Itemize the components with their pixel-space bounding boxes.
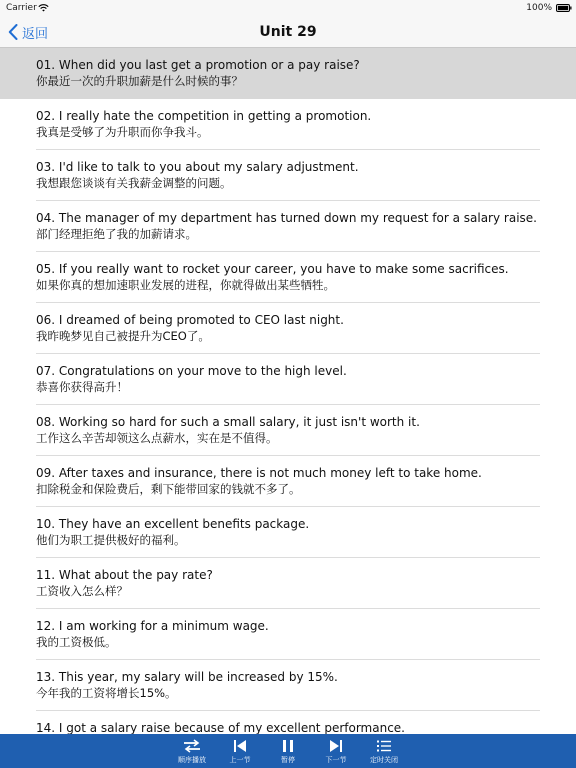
- english-sentence: 12. I am working for a minimum wage.: [36, 619, 269, 633]
- list-item[interactable]: [0, 609, 576, 660]
- list-item[interactable]: [0, 303, 576, 354]
- list-item[interactable]: [0, 48, 576, 99]
- chinese-translation: 恭喜你获得高升！: [36, 380, 128, 394]
- chinese-translation: 我的工资极低。: [36, 635, 117, 649]
- skip-next-icon: [327, 739, 345, 753]
- chinese-translation: 工作这么辛苦却领这么点薪水，实在是不值得。: [36, 431, 278, 445]
- skip-previous-icon: [231, 739, 249, 753]
- order-play-label: 顺序播放: [178, 756, 206, 764]
- list-item[interactable]: [0, 405, 576, 456]
- previous-section-label: 上一节: [229, 756, 251, 764]
- status-bar: [0, 0, 576, 16]
- english-sentence: 02. I really hate the competition in getting a promotion.: [36, 109, 372, 123]
- back-label: 返回: [22, 26, 49, 42]
- english-sentence: 06. I dreamed of being promoted to CEO last night.: [36, 313, 344, 327]
- navigation-bar: [0, 16, 576, 48]
- chinese-translation: 如果你真的想加速职业发展的进程，你就得做出某些牺牲。: [36, 278, 335, 292]
- chinese-translation: 他们为职工提供极好的福利。: [36, 533, 186, 547]
- chinese-translation: 我想跟您谈谈有关我薪金调整的问题。: [36, 176, 232, 190]
- english-sentence: 04. The manager of my department has turned down my request for a salary raise.: [36, 211, 537, 225]
- english-sentence: 03. I'd like to talk to you about my salary adjustment.: [36, 160, 359, 174]
- english-sentence: 14. I got a salary raise because of my excellent performance.: [36, 721, 405, 734]
- next-section-label: 下一节: [325, 756, 347, 764]
- english-sentence: 08. Working so hard for such a small salary, it just isn't worth it.: [36, 415, 420, 429]
- timer-off-button[interactable]: [356, 734, 412, 768]
- list-item[interactable]: [0, 711, 576, 734]
- list-timer-icon: [375, 739, 393, 753]
- chinese-translation: 我昨晚梦见自己被提升为CEO了。: [36, 329, 210, 343]
- chinese-translation: 我真是受够了为升职而你争我斗。: [36, 125, 209, 139]
- carrier-label: Carrier: [6, 3, 37, 13]
- english-sentence: 13. This year, my salary will be increased by 15%.: [36, 670, 338, 684]
- list-item[interactable]: [0, 354, 576, 405]
- battery-percentage: 100%: [526, 3, 552, 13]
- list-item[interactable]: [0, 252, 576, 303]
- timer-off-label: 定时关闭: [370, 756, 398, 764]
- chinese-translation: 部门经理拒绝了我的加薪请求。: [36, 227, 197, 241]
- list-item[interactable]: [0, 507, 576, 558]
- playback-toolbar: [0, 734, 576, 768]
- english-sentence: 11. What about the pay rate?: [36, 568, 213, 582]
- shuffle-order-icon: [183, 739, 201, 753]
- list-item[interactable]: [0, 558, 576, 609]
- english-sentence: 07. Congratulations on your move to the high level.: [36, 364, 347, 378]
- list-item[interactable]: [0, 99, 576, 150]
- battery-icon: [556, 4, 572, 12]
- wifi-icon: [38, 3, 49, 12]
- list-item[interactable]: [0, 456, 576, 507]
- chinese-translation: 今年我的工资将增长15%。: [36, 686, 177, 700]
- list-item[interactable]: [0, 660, 576, 711]
- english-sentence: 01. When did you last get a promotion or a pay raise?: [36, 58, 360, 72]
- pause-icon: [279, 739, 297, 753]
- chinese-translation: 你最近一次的升职加薪是什么时候的事？: [36, 74, 243, 88]
- page-title: Unit 29: [259, 24, 317, 40]
- english-sentence: 05. If you really want to rocket your career, you have to make some sacrifices.: [36, 262, 509, 276]
- chinese-translation: 扣除税金和保险费后，剩下能带回家的钱就不多了。: [36, 482, 301, 496]
- list-item[interactable]: [0, 150, 576, 201]
- chinese-translation: 工资收入怎么样？: [36, 584, 128, 598]
- sentence-list[interactable]: [0, 48, 576, 734]
- english-sentence: 10. They have an excellent benefits package.: [36, 517, 310, 531]
- english-sentence: 09. After taxes and insurance, there is not much money left to take home.: [36, 466, 482, 480]
- pause-label: 暂停: [281, 756, 295, 764]
- list-item[interactable]: [0, 201, 576, 252]
